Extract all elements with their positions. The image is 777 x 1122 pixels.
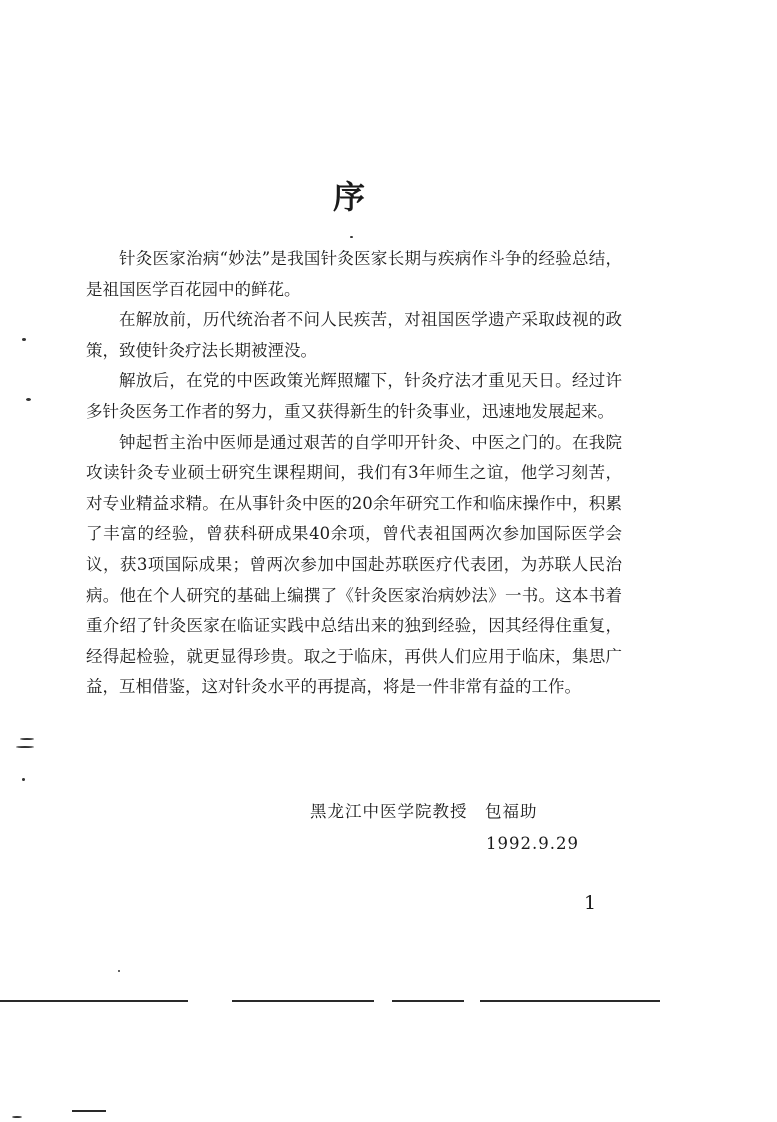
preface-body	[86, 244, 622, 703]
scan-speck	[22, 338, 26, 341]
scan-speck	[350, 236, 353, 238]
page-number: 1	[584, 892, 597, 914]
footer-rule-4	[480, 1000, 660, 1002]
scan-speck	[26, 398, 31, 401]
scan-speck	[20, 738, 34, 740]
paragraph-2: 在解放前，历代统治者不问人民疾苦，对祖国医学遗产采取歧视的政策，致使针灸疗法长期被湮没。	[86, 310, 622, 360]
signature-author: 黑龙江中医学院教授 包福助	[310, 802, 538, 821]
preface-title: 序	[332, 178, 367, 216]
paragraph-1: 针灸医家治病“妙法”是我国针灸医家长期与疾病作斗争的经验总结，是祖国医学百花园中的鲜花。	[86, 249, 622, 299]
footer-rule-1	[0, 1000, 188, 1002]
signature-date: 1992.9.29	[486, 834, 579, 853]
footer-rule-2	[232, 1000, 374, 1002]
scan-speck	[16, 746, 34, 748]
footer-rule-5	[72, 1110, 106, 1112]
scan-speck	[22, 778, 25, 781]
paragraph-3: 解放后，在党的中医政策光辉照耀下，针灸疗法才重见天日。经过许多针灸医务工作者的努力，重又获得新生的针灸事业，迅速地发展起来。	[86, 371, 622, 421]
footer-rule-3	[392, 1000, 464, 1002]
paragraph-4: 钟起哲主治中医师是通过艰苦的自学叩开针灸、中医之门的。在我院攻读针灸专业硕士研究生课程期间，我们有3年师生之谊，他学习刻苦，对专业精益求精。在从事针灸中医的20余年研究工作和临床操作中，积累了丰富的经验，曾获科研成果40余项，曾代表祖国两次参加国际医学会议，获3项国际成果；曾两次参加中国赴苏联医疗代表团，为苏联人民治病。他在个人研究的基础上编撰了《针灸医家治病妙法》一书。这本书着重介绍了针灸医家在临证实践中总结出来的独到经验，因其经得住重复，经得起检验，就更显得珍贵。取之于临床，再供人们应用于临床，集思广益，互相借鉴，这对针灸水平的再提高，将是一件非常有益的工作。	[86, 432, 622, 697]
scan-speck	[12, 1116, 22, 1118]
scan-speck	[118, 970, 120, 972]
